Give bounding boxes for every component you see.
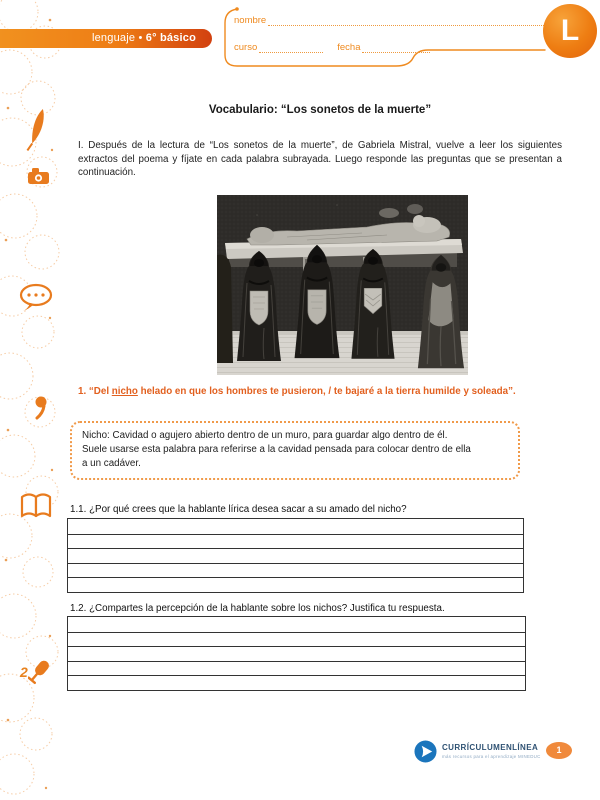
- answer-line[interactable]: [68, 577, 523, 592]
- question-1-2-label: 1.2. ¿Compartes la percepción de la hablante sobre los nichos? Justifica tu respuesta.: [70, 603, 445, 614]
- grade-label: 6° básico: [145, 32, 196, 44]
- course-label: curso: [234, 42, 258, 53]
- margin-doodle-numeral: 2: [20, 664, 28, 680]
- answer-line[interactable]: [68, 646, 525, 661]
- logo-letter: L: [560, 14, 580, 47]
- answer-line[interactable]: [68, 519, 523, 534]
- language-logo: [543, 4, 597, 58]
- definition-box: [70, 421, 520, 480]
- quote-comma-icon: [34, 396, 50, 420]
- page-number-badge: 1: [546, 742, 572, 759]
- open-book-icon: [20, 492, 52, 520]
- date-label: fecha: [337, 42, 361, 53]
- answer-table-1-2: [67, 616, 526, 691]
- subject-label: lenguaje: [91, 32, 136, 44]
- underlined-word-nicho: nicho: [111, 386, 138, 397]
- answer-line[interactable]: [68, 534, 523, 549]
- course-field[interactable]: [259, 43, 323, 53]
- answer-line[interactable]: [68, 548, 523, 563]
- quote-text-before: “Del: [86, 386, 112, 397]
- instruction-text: I. Después de la lectura de “Los sonetos de la muerte”, de Gabriela Mistral, vuelve a leer los siguientes extractos del poema y fíjate en cada palabra subrayada. Luego responde las preguntas que se presentan a continuación.: [78, 140, 562, 178]
- answer-line[interactable]: [68, 563, 523, 578]
- speech-bubble-icon: [18, 283, 54, 313]
- subject-band: [0, 29, 212, 48]
- quote-text-after: helado en que los hombres te pusieron, / te bajaré a la tierra humilde y soleada”.: [137, 386, 516, 397]
- header-fields-outline: [220, 2, 550, 72]
- band-separator: •: [138, 32, 143, 44]
- definition-line-3: a un cadáver.: [82, 458, 141, 469]
- name-label: nombre: [234, 15, 267, 26]
- date-field[interactable]: [362, 43, 430, 53]
- quill-icon: [26, 106, 52, 152]
- question-1-quote: [78, 386, 548, 397]
- answer-line[interactable]: [68, 617, 525, 632]
- answer-table-1-1: [67, 518, 524, 593]
- page-title: Vocabulario: “Los sonetos de la muerte”: [208, 104, 432, 116]
- definition-line-2: Suele usarse esta palabra para referirse a la cavidad pensada para colocar dentro de ella: [82, 444, 471, 455]
- microphone-icon: [28, 660, 56, 692]
- curriculum-logo-name: CURRÍCULUMENLÍNEA: [442, 743, 539, 752]
- definition-line-1: Nicho: Cavidad o agujero abierto dentro de un muro, para guardar algo dentro de él.: [82, 430, 448, 441]
- answer-line[interactable]: [68, 632, 525, 647]
- question-1-1-label: 1.1. ¿Por qué crees que la hablante lírica desea sacar a su amado del nicho?: [70, 504, 407, 515]
- answer-line[interactable]: [68, 661, 525, 676]
- camera-icon: [28, 168, 50, 185]
- question-1-number: 1.: [78, 386, 87, 397]
- curriculum-logo-text: [442, 743, 541, 759]
- tomb-engraving-image: [217, 195, 468, 375]
- curriculum-logo-tagline: más recursos para el aprendizaje MINEDUC: [442, 753, 541, 759]
- curriculum-logo-play-icon: [414, 740, 437, 763]
- answer-line[interactable]: [68, 675, 525, 690]
- name-field[interactable]: [268, 16, 556, 26]
